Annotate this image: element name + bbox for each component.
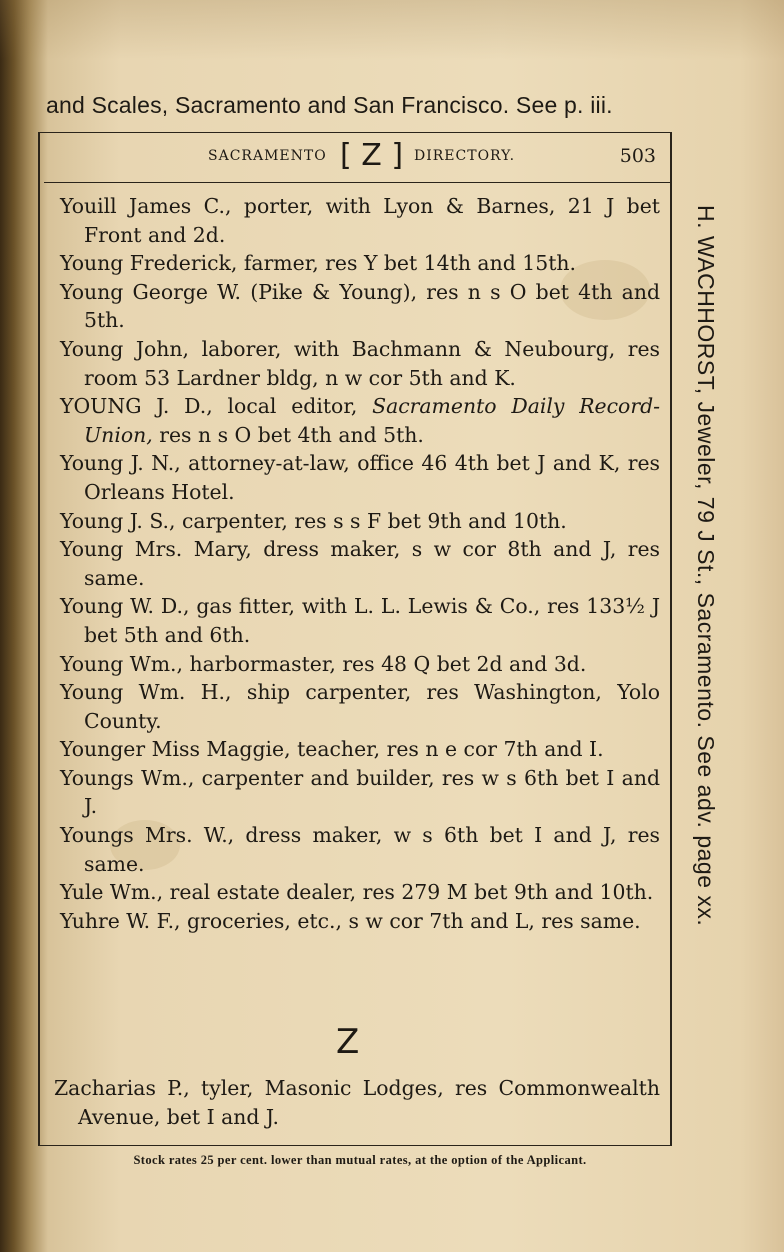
directory-entry [60,507,660,536]
entry-text: tyler, Masonic Lodges, res Commonwealth Avenue, bet I and J. [78,1076,660,1129]
entry-text: dress maker, s w cor 8th and J, res same. [84,537,660,590]
entry-text: (Pike & Young), res n s O bet 4th and 5th. [84,279,661,333]
entry-text: local editor, [227,394,358,419]
section-heading-letter: Z [336,1022,360,1062]
entry-text: ship carpenter, res Washington, Yolo County. [84,680,661,733]
directory-entry [60,764,660,821]
z-section-entries [54,1074,660,1132]
directory-entry [60,449,660,506]
entry-name: Youngs Mrs. W., [60,823,235,848]
directory-entry [60,735,660,764]
entry-text: res n s O bet 4th and 5th. [159,422,424,447]
entry-text: harbormaster, res 48 Q bet 2d and 3d. [189,651,587,676]
entry-text: farmer, res Y bet 14th and 15th. [243,251,577,276]
directory-entry [60,650,660,679]
entry-text: gas fitter, with L. L. Lewis & Co., res 133½ J bet 5th and 6th. [84,594,660,647]
entry-text: real estate dealer, res 279 M bet 9th and 10th. [169,880,654,905]
directory-entry [60,592,660,649]
entry-name: Youill James C., [60,194,232,218]
top-banner-ad: and Scales, Sacramento and San Francisco. See p. iii. [46,92,613,118]
entry-text: carpenter and builder, res w s 6th bet I and J. [84,765,661,819]
entry-text: laborer, with Bachmann & Neubourg, res room 53 Lardner bldg, n w cor 5th and K. [84,336,661,390]
entry-name: Young George W. [60,279,242,304]
entry-italic-text: Sacramento Daily Record-Union, [84,394,661,447]
directory-entry [60,278,660,335]
directory-entry [60,192,660,249]
entry-name: Youngs Wm., [60,765,195,790]
entry-text: teacher, res n e cor 7th and I. [297,737,604,762]
page-shadow [0,0,784,60]
entry-name: Yule Wm., [60,880,164,905]
entry-text: dress maker, w s 6th bet I and J, res same. [84,823,661,876]
footer-notice: Stock rates 25 per cent. lower than mutual rates, at the option of the Applicant. [133,1153,587,1167]
entry-text: attorney-at-law, office 46 4th bet J and K, res Orleans Hotel. [84,451,661,504]
directory-entries [60,192,660,935]
entry-name: Zacharias P., [54,1076,190,1100]
directory-entry [60,335,660,392]
directory-entry [60,678,660,735]
entry-name: Young Wm. H., [60,680,232,705]
page-number: 503 [619,145,656,167]
vertical-ad-text: H. WACHHORST, Jeweler, 79 J St., Sacramento. See adv. page xx. [693,205,719,927]
running-head [44,138,664,174]
entry-name: Young W. D., [60,594,190,619]
directory-entry [60,878,660,907]
entry-name: YOUNG J. D., [60,394,213,419]
running-head-directory: DIRECTORY. [414,148,516,164]
entry-text: groceries, etc., s w cor 7th and L, res same. [187,908,641,933]
directory-entry [60,249,660,278]
directory-entry [60,821,660,878]
entry-name: Young J. S., [60,508,176,533]
directory-entry [54,1074,660,1132]
entry-name: Young Frederick, [60,251,238,276]
running-head-letter: [ Z ] [340,138,404,173]
directory-entry [60,907,660,936]
running-head-city: SACRAMENTO [208,148,327,164]
entry-name: Young John, [60,336,190,361]
entry-text: porter, with Lyon & Barnes, 21 J bet Front and 2d. [84,194,660,247]
entry-name: Young Mrs. Mary, [60,537,252,562]
entry-name: Younger Miss Maggie, [60,737,291,762]
vertical-side-ad [692,205,732,1085]
entry-name: Young J. N., [60,451,181,476]
directory-entry [60,392,660,449]
entry-name: Yuhre W. F., [60,908,181,933]
header-rule [44,182,672,183]
entry-text: carpenter, res s s F bet 9th and 10th. [182,508,567,533]
entry-name: Young Wm., [60,651,184,676]
directory-entry [60,535,660,592]
